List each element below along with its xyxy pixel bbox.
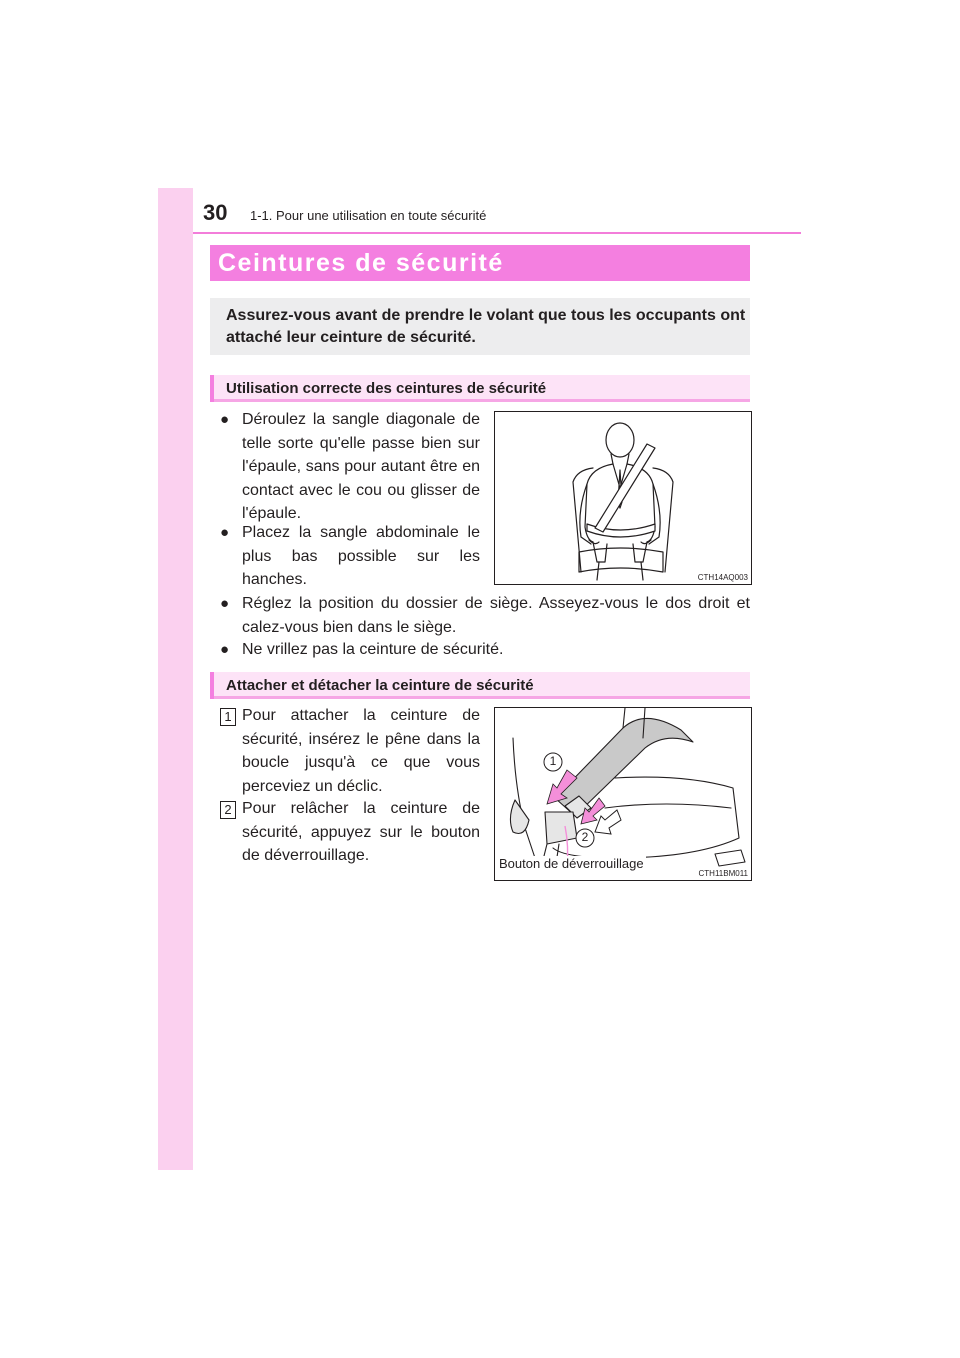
bullet-icon: ● [220, 524, 230, 541]
bullet-text: Réglez la position du dossier de siège. Asseyez-vous le dos droit et calez-vous bien dans le siège. [242, 595, 750, 636]
bullet-text: Déroulez la sangle diagonale de telle sorte qu'elle passe bien sur l'épaule, sans pour autant être en contact avec le cou ou glisser de l'épaule. [242, 411, 480, 522]
running-header: 1-1. Pour une utilisation en toute sécurité [250, 208, 487, 223]
numbered-step [220, 704, 480, 798]
section-heading-fasten-text: Attacher et détacher la ceinture de sécurité [226, 677, 534, 694]
section-heading-fasten [210, 672, 750, 699]
header-rule [193, 232, 801, 234]
occupant-drawing [495, 412, 751, 584]
callout-2-label: 2 [581, 830, 589, 844]
bullet-icon: ● [220, 595, 230, 612]
seated-occupant-illustration [494, 411, 752, 585]
figure-code: CTH14AQ003 [697, 573, 748, 582]
numbered-step [220, 797, 480, 868]
title-banner [210, 245, 750, 281]
bullet-text: Ne vrillez pas la ceinture de sécurité. [242, 641, 504, 658]
step-number: 2 [220, 801, 236, 819]
bullet-item [220, 521, 480, 592]
bullet-item [220, 638, 750, 662]
page-number: 30 [203, 200, 228, 225]
figure-code: CTH11BM011 [698, 869, 748, 878]
bullet-item [220, 592, 750, 639]
bullet-text: Placez la sangle abdominale le plus bas possible sur les hanches. [242, 524, 480, 588]
bullet-icon: ● [220, 641, 230, 658]
intro-box [210, 298, 750, 355]
thumb-index-strip [158, 188, 193, 1170]
bullet-item [220, 408, 480, 526]
page-title: Ceintures de sécurité [218, 249, 504, 277]
bullet-icon: ● [220, 411, 230, 428]
step-text: Pour relâcher la ceinture de sécurité, appuyez sur le bouton de déverrouillage. [242, 800, 480, 864]
callout-1-label: 1 [549, 754, 557, 768]
step-number: 1 [220, 708, 236, 726]
release-button-label: Bouton de déverrouillage [499, 856, 644, 871]
intro-text: Assurez-vous avant de prendre le volant que tous les occupants ont attaché leur ceinture de sécurité. [226, 307, 746, 346]
buckle-illustration [494, 707, 752, 881]
buckle-drawing [495, 708, 751, 880]
section-heading-usage [210, 375, 750, 402]
section-heading-usage-text: Utilisation correcte des ceintures de sécurité [226, 380, 547, 397]
step-text: Pour attacher la ceinture de sécurité, insérez le pêne dans la boucle jusqu'à ce que vous perceviez un déclic. [242, 707, 480, 795]
